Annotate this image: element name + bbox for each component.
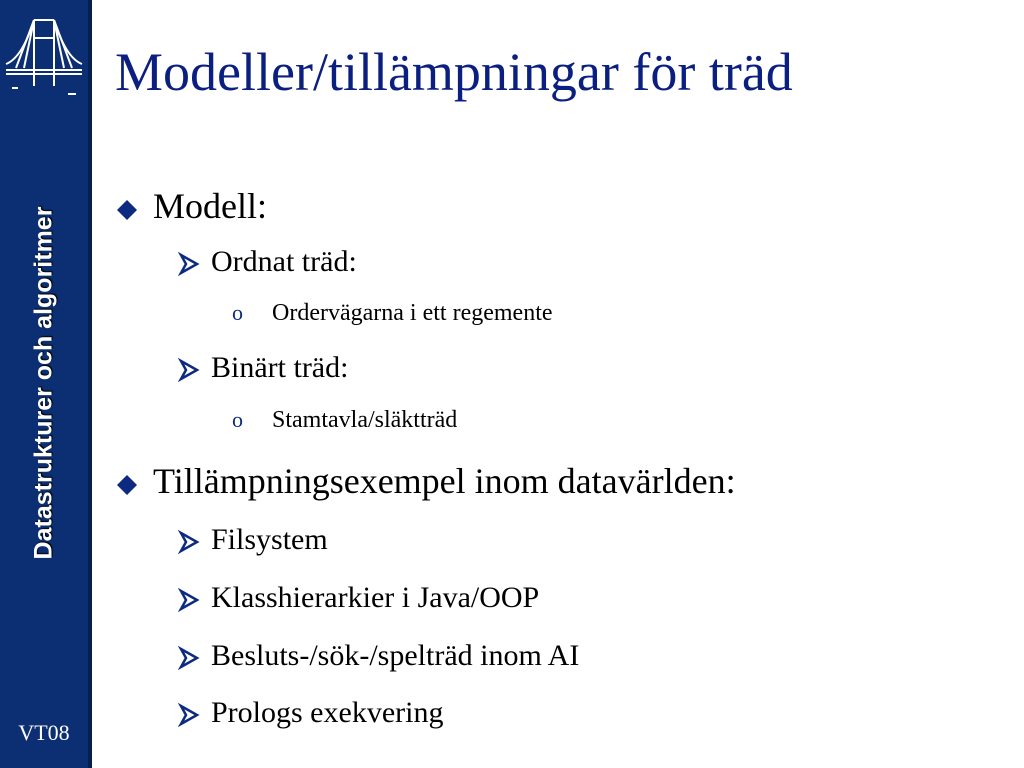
- arrowhead-bullet-icon: [177, 252, 211, 276]
- sub-bullet-prologs-exekvering: Prologs exekvering: [177, 694, 443, 732]
- bullet-tillampningsexempel: Tillämpningsexempel inom datavärlden:: [115, 459, 736, 503]
- bullet-modell: Modell:: [115, 184, 267, 228]
- sub-bullet-binart-trad: Binärt träd:: [177, 349, 348, 387]
- arrowhead-bullet-icon: [177, 530, 211, 554]
- sub-bullet-klasshierarkier: Klasshierarkier i Java/OOP: [177, 579, 539, 617]
- term-label: VT08: [18, 720, 70, 745]
- sidebar-edge: [88, 0, 92, 768]
- course-title: Datastrukturer och algoritmer: [29, 206, 58, 560]
- diamond-bullet-icon: [115, 198, 153, 222]
- diamond-bullet-icon: [115, 473, 153, 497]
- arrowhead-bullet-icon: [177, 358, 211, 382]
- sub-bullet-ordnat-trad: Ordnat träd:: [177, 243, 357, 281]
- sub-sub-bullet-ordervagarna: o Ordervägarna i ett regemente: [232, 300, 553, 326]
- sub-sub-bullet-stamtavla: o Stamtavla/släktträd: [232, 407, 458, 433]
- arrowhead-bullet-icon: [177, 646, 211, 670]
- arrowhead-bullet-icon: [177, 703, 211, 727]
- circle-bullet-icon: o: [232, 300, 243, 325]
- sub-bullet-beslutstrad: Besluts-/sök-/spelträd inom AI: [177, 637, 579, 675]
- bridge-icon: [4, 8, 84, 108]
- circle-bullet-icon: o: [232, 407, 243, 432]
- arrowhead-bullet-icon: [177, 588, 211, 612]
- sub-bullet-filsystem: Filsystem: [177, 521, 328, 559]
- slide-title: Modeller/tillämpningar för träd: [115, 42, 793, 102]
- sidebar: [0, 0, 92, 768]
